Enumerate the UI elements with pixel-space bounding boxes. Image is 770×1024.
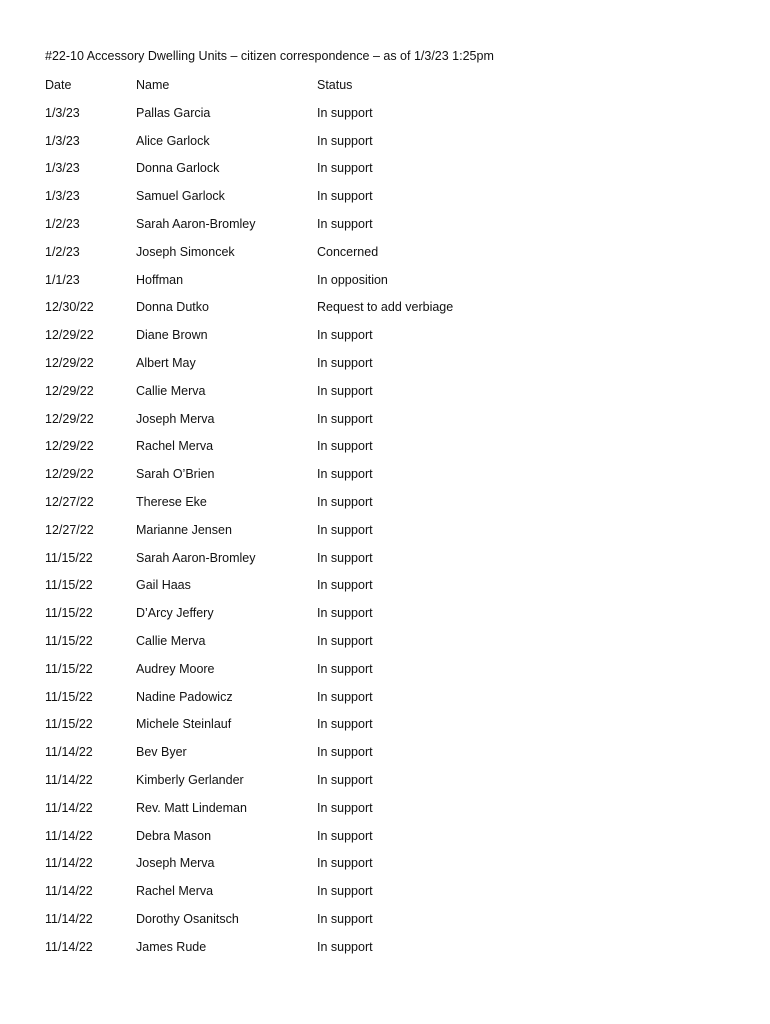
table-row <box>45 549 745 577</box>
table-row <box>45 159 745 187</box>
row-status: In support <box>317 884 373 899</box>
row-date: 11/14/22 <box>45 884 93 899</box>
table-row <box>45 382 745 410</box>
table-row <box>45 715 745 743</box>
row-status: In support <box>317 161 373 176</box>
row-status: In support <box>317 717 373 732</box>
row-status: In support <box>317 772 373 787</box>
row-status: In support <box>317 216 373 231</box>
row-name: Albert May <box>136 355 196 370</box>
row-date: 11/15/22 <box>45 717 93 732</box>
row-name: Callie Merva <box>136 633 206 648</box>
row-name: Michele Steinlauf <box>136 717 232 732</box>
row-date: 12/29/22 <box>45 328 94 343</box>
row-name: Sarah O’Brien <box>136 467 215 482</box>
row-status: In support <box>317 661 373 676</box>
row-name: Sarah Aaron-Bromley <box>136 550 256 565</box>
row-status: In support <box>317 939 373 954</box>
table-row <box>45 243 745 271</box>
row-date: 11/14/22 <box>45 828 93 843</box>
row-date: 1/3/23 <box>45 105 80 120</box>
row-name: Pallas Garcia <box>136 105 211 120</box>
table-row <box>45 298 745 326</box>
table-header-row <box>45 76 745 104</box>
row-name: Alice Garlock <box>136 133 210 148</box>
row-status: In support <box>317 828 373 843</box>
row-status: In support <box>317 411 373 426</box>
table-row <box>45 854 745 882</box>
table-row <box>45 771 745 799</box>
table-row <box>45 604 745 632</box>
row-status: In support <box>317 689 373 704</box>
row-name: Donna Garlock <box>136 161 220 176</box>
row-name: Audrey Moore <box>136 661 215 676</box>
row-name: Marianne Jensen <box>136 522 232 537</box>
row-status: In support <box>317 133 373 148</box>
table-row <box>45 632 745 660</box>
row-name: Bev Byer <box>136 745 187 760</box>
table-row <box>45 410 745 438</box>
row-date: 12/29/22 <box>45 411 94 426</box>
table-row <box>45 521 745 549</box>
row-name: Joseph Simoncek <box>136 244 235 259</box>
table-row <box>45 799 745 827</box>
row-date: 1/3/23 <box>45 161 80 176</box>
table-row <box>45 743 745 771</box>
row-date: 11/14/22 <box>45 856 93 871</box>
row-name: Rev. Matt Lindeman <box>136 800 247 815</box>
table-row <box>45 465 745 493</box>
row-status: In support <box>317 911 373 926</box>
table-row <box>45 132 745 160</box>
row-name: Therese Eke <box>136 494 207 509</box>
row-date: 1/1/23 <box>45 272 80 287</box>
table-row <box>45 493 745 521</box>
row-date: 11/14/22 <box>45 745 93 760</box>
row-date: 11/15/22 <box>45 661 93 676</box>
row-name: Samuel Garlock <box>136 189 225 204</box>
row-name: Dorothy Osanitsch <box>136 911 239 926</box>
row-date: 12/29/22 <box>45 439 94 454</box>
row-name: Rachel Merva <box>136 439 214 454</box>
row-date: 11/15/22 <box>45 689 93 704</box>
row-name: Nadine Padowicz <box>136 689 233 704</box>
row-date: 1/2/23 <box>45 244 80 259</box>
row-status: In support <box>317 494 373 509</box>
table-row <box>45 688 745 716</box>
table-row <box>45 576 745 604</box>
row-status: In support <box>317 606 373 621</box>
table-row <box>45 882 745 910</box>
row-date: 11/14/22 <box>45 800 93 815</box>
row-status: In support <box>317 550 373 565</box>
row-date: 12/27/22 <box>45 494 94 509</box>
row-name: Callie Merva <box>136 383 206 398</box>
row-status: In support <box>317 328 373 343</box>
row-name: Rachel Merva <box>136 884 214 899</box>
table-row <box>45 271 745 299</box>
row-status: In support <box>317 578 373 593</box>
table-row <box>45 660 745 688</box>
document-title: #22-10 Accessory Dwelling Units – citizen correspondence – as of 1/3/23 1:25pm <box>45 49 494 63</box>
row-status: In support <box>317 105 373 120</box>
row-name: Kimberly Gerlander <box>136 772 244 787</box>
row-status: In support <box>317 522 373 537</box>
row-date: 11/15/22 <box>45 578 93 593</box>
table-row <box>45 827 745 855</box>
column-header-date: Date <box>45 78 72 92</box>
table-row <box>45 326 745 354</box>
table-row <box>45 437 745 465</box>
row-status: Request to add verbiage <box>317 300 454 315</box>
row-status: In opposition <box>317 272 388 287</box>
row-name: Sarah Aaron-Bromley <box>136 216 256 231</box>
row-date: 1/3/23 <box>45 133 80 148</box>
row-date: 11/15/22 <box>45 550 93 565</box>
row-date: 11/15/22 <box>45 606 93 621</box>
row-date: 11/14/22 <box>45 939 93 954</box>
row-status: In support <box>317 745 373 760</box>
row-name: Diane Brown <box>136 328 208 343</box>
row-name: Donna Dutko <box>136 300 209 315</box>
row-date: 12/27/22 <box>45 522 94 537</box>
table-row <box>45 215 745 243</box>
table-row <box>45 187 745 215</box>
table-row <box>45 104 745 132</box>
row-name: Debra Mason <box>136 828 212 843</box>
row-date: 11/14/22 <box>45 772 93 787</box>
row-status: In support <box>317 355 373 370</box>
row-date: 12/29/22 <box>45 355 94 370</box>
row-status: In support <box>317 633 373 648</box>
row-name: Joseph Merva <box>136 411 215 426</box>
row-name: Gail Haas <box>136 578 191 593</box>
row-status: Concerned <box>317 244 379 259</box>
row-name: James Rude <box>136 939 207 954</box>
table-row <box>45 354 745 382</box>
row-name: Hoffman <box>136 272 184 287</box>
row-status: In support <box>317 439 373 454</box>
row-status: In support <box>317 800 373 815</box>
table-row <box>45 910 745 938</box>
column-header-status: Status <box>317 78 353 92</box>
row-status: In support <box>317 467 373 482</box>
row-date: 11/14/22 <box>45 911 93 926</box>
correspondence-table <box>45 76 745 966</box>
row-status: In support <box>317 856 373 871</box>
row-date: 12/30/22 <box>45 300 94 315</box>
row-status: In support <box>317 189 373 204</box>
row-name: Joseph Merva <box>136 856 215 871</box>
row-date: 12/29/22 <box>45 467 94 482</box>
table-row <box>45 938 745 966</box>
row-date: 11/15/22 <box>45 633 93 648</box>
column-header-name: Name <box>136 78 170 92</box>
row-status: In support <box>317 383 373 398</box>
row-name: D’Arcy Jeffery <box>136 606 214 621</box>
row-date: 12/29/22 <box>45 383 94 398</box>
row-date: 1/3/23 <box>45 189 80 204</box>
row-date: 1/2/23 <box>45 216 80 231</box>
